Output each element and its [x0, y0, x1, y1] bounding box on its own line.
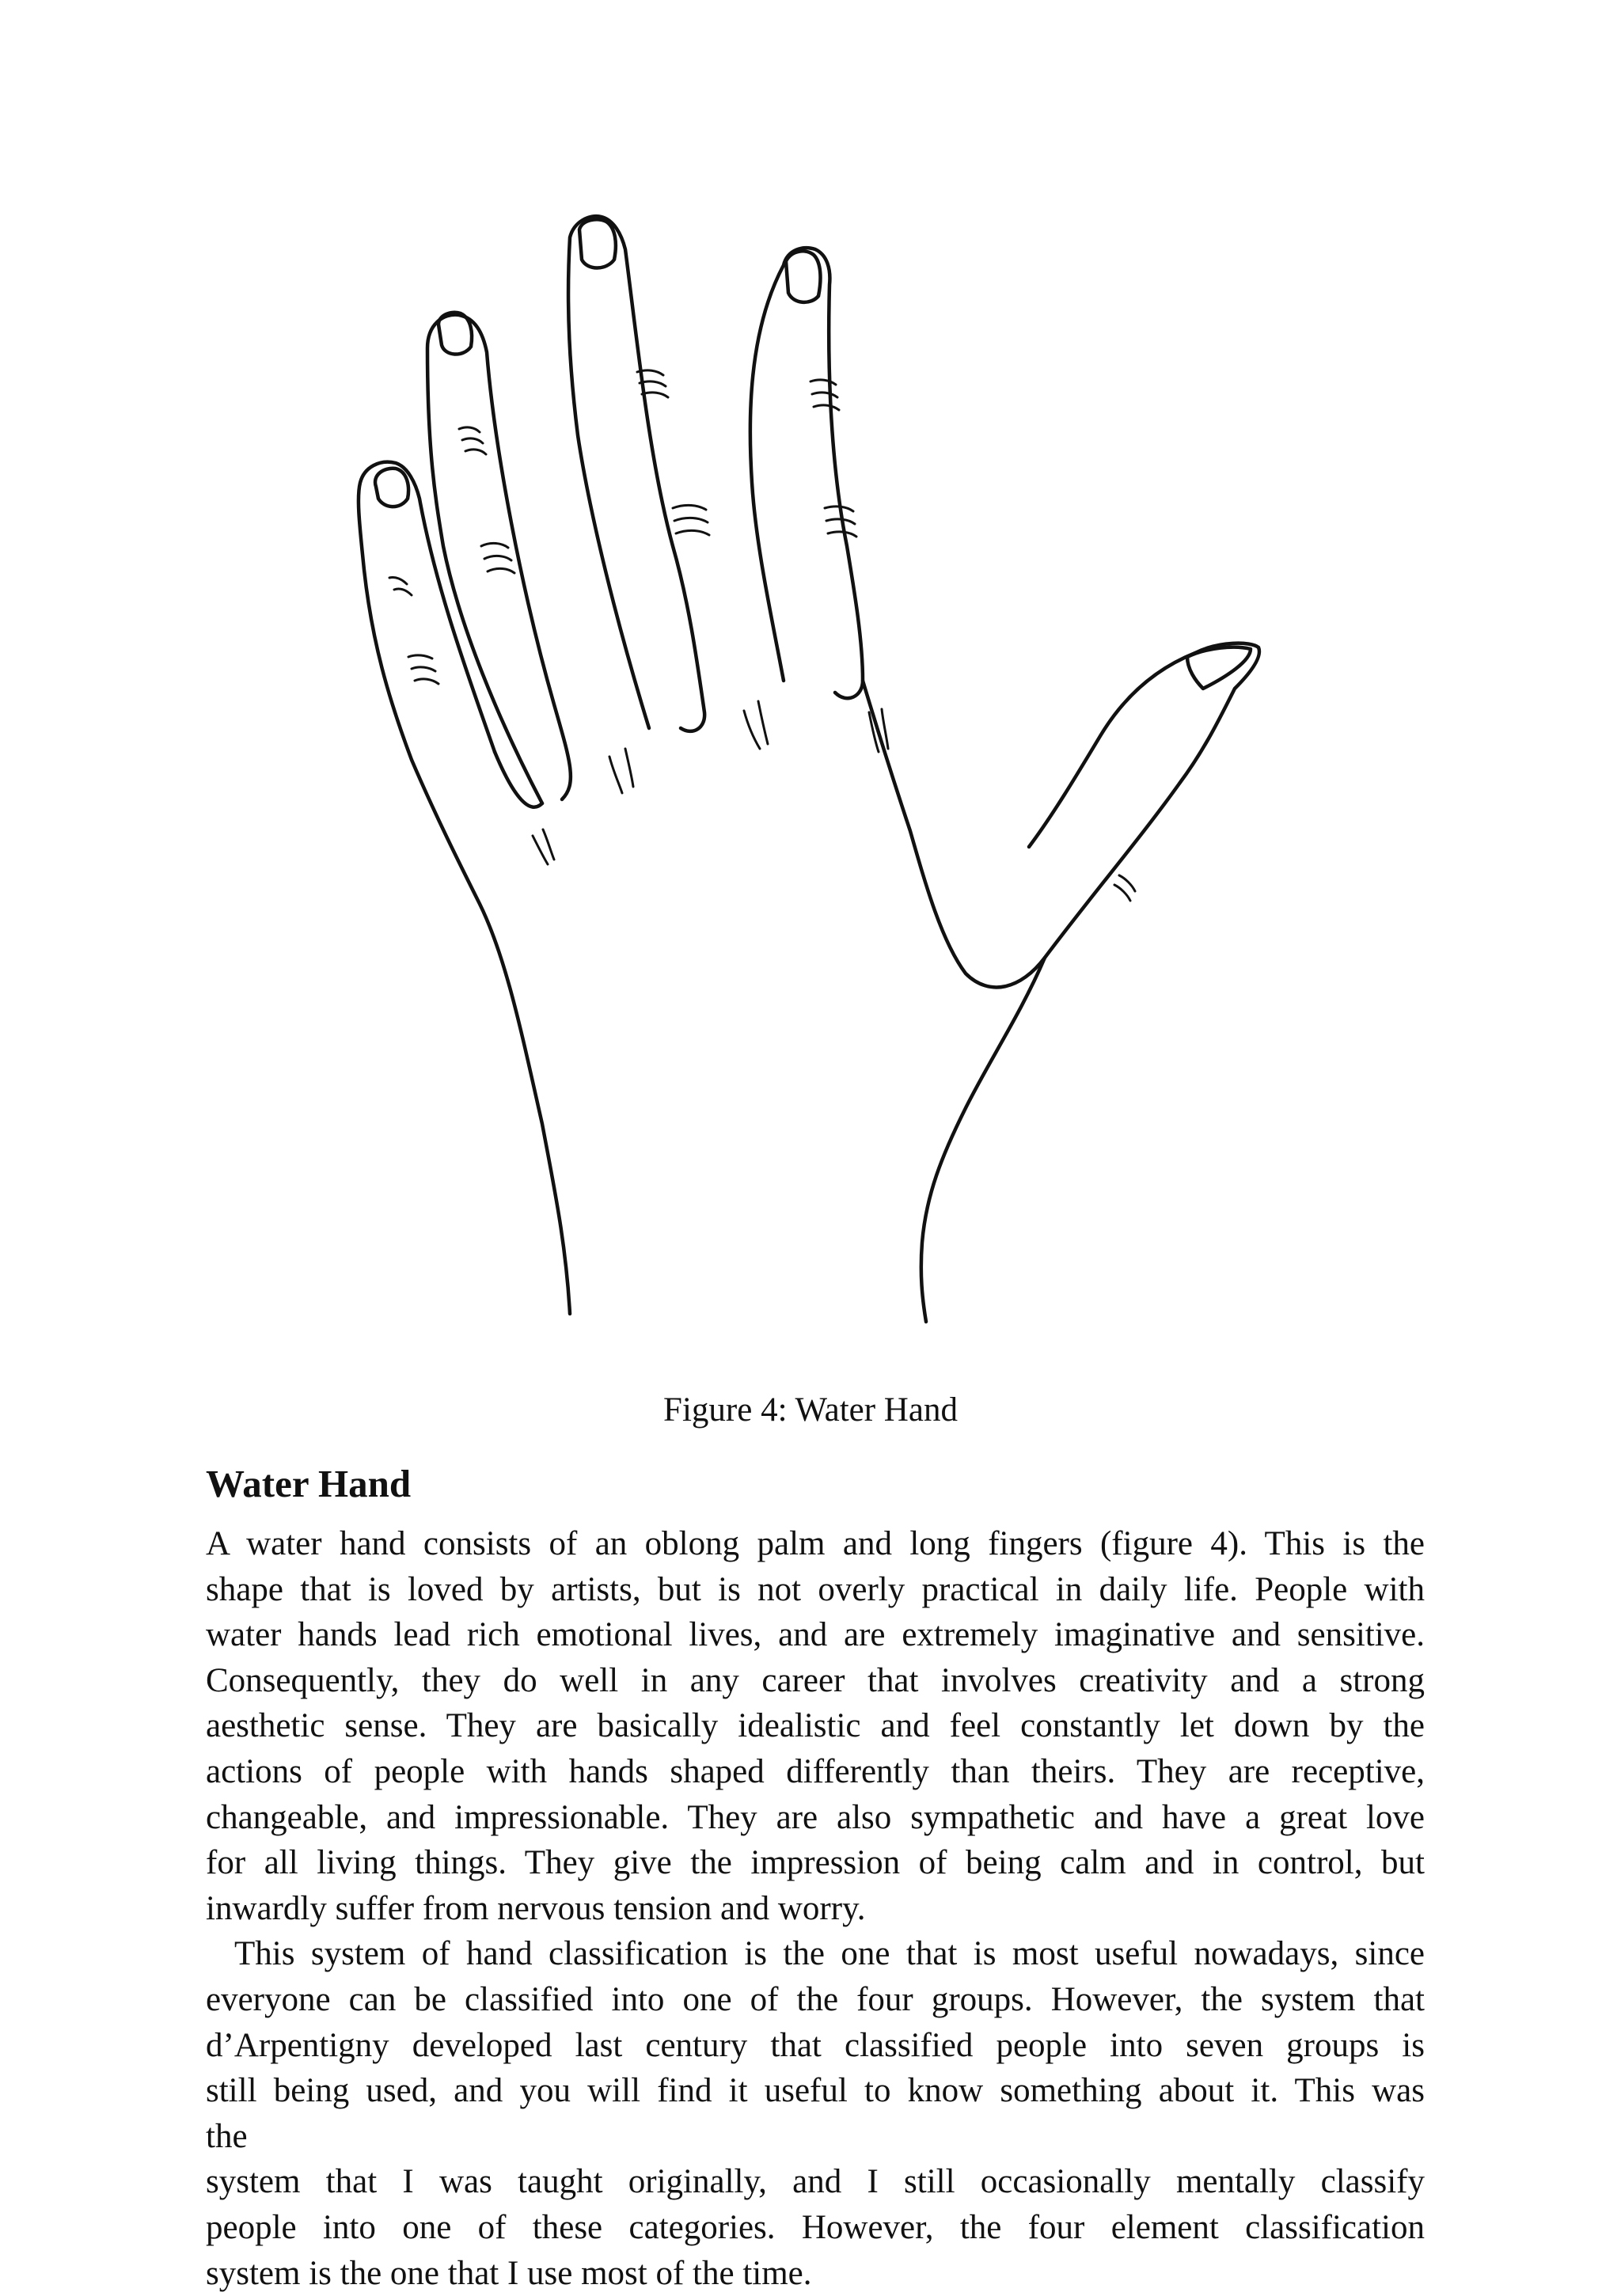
- paragraph-line: actions of people with hands shaped differently than theirs. They are receptive,: [206, 1749, 1425, 1795]
- paragraph-line: still being used, and you will find it useful to know something about it. This was: [206, 2068, 1425, 2114]
- paragraph-line: A water hand consists of an oblong palm and long fingers (figure 4). This is the: [206, 1521, 1425, 1567]
- paragraph-line: system is the one that I use most of the time.: [206, 2251, 1425, 2296]
- paragraph-line: the: [206, 2114, 1425, 2160]
- paragraph-line: This system of hand classification is the one that is most useful nowadays, since: [206, 1931, 1425, 1977]
- paragraph-line: system that I was taught originally, and I still occasionally mentally classify: [206, 2159, 1425, 2205]
- section-heading: Water Hand: [206, 1464, 411, 1503]
- paragraph-line: aesthetic sense. They are basically idealistic and feel constantly let down by the: [206, 1703, 1425, 1749]
- paragraph-line: changeable, and impressionable. They are also sympathetic and have a great love: [206, 1795, 1425, 1841]
- paragraph-line: people into one of these categories. However, the four element classification: [206, 2205, 1425, 2251]
- paragraph-line: shape that is loved by artists, but is not overly practical in daily life. People with: [206, 1567, 1425, 1613]
- hand-outline: [359, 462, 570, 1314]
- figure-caption: Figure 4: Water Hand: [0, 1393, 1621, 1427]
- paragraph-line: Consequently, they do well in any career that involves creativity and a strong: [206, 1658, 1425, 1704]
- paragraph-line: everyone can be classified into one of the four groups. However, the system that: [206, 1977, 1425, 2023]
- paragraph-line: water hands lead rich emotional lives, and are extremely imaginative and sensitive.: [206, 1612, 1425, 1658]
- paragraph-line: inwardly suffer from nervous tension and worry.: [206, 1886, 1425, 1932]
- paragraph-line: d’Arpentigny developed last century that classified people into seven groups is: [206, 2023, 1425, 2069]
- paragraph-line: for all living things. They give the impression of being calm and in control, but: [206, 1840, 1425, 1886]
- hand-illustration: [340, 214, 1290, 1345]
- body-text: [206, 1521, 1425, 2296]
